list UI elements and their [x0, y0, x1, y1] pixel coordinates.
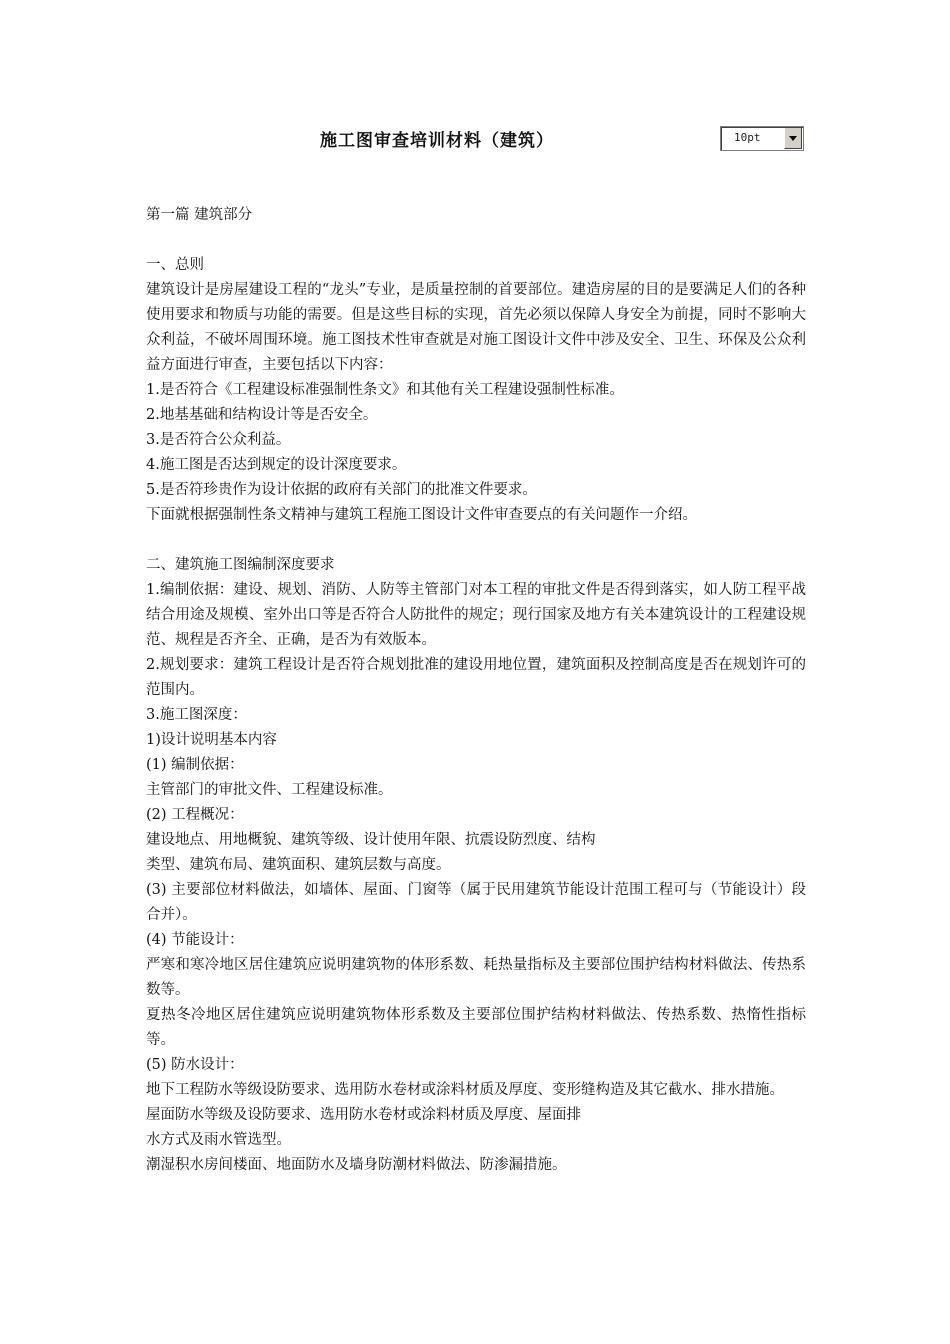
paragraph: (2) 工程概况： — [146, 807, 244, 823]
paragraph: 严寒和寒冷地区居住建筑应说明建筑物的体形系数、耗热量指标及主要部位围护结构材料做法、传热系数等。 — [146, 957, 806, 998]
list-item: 3.是否符合公众利益。 — [146, 432, 291, 448]
paragraph: 类型、建筑布局、建筑面积、建筑层数与高度。 — [146, 857, 451, 873]
paragraph: 地下工程防水等级设防要求、选用防水卷材或涂料材质及厚度、变形缝构造及其它截水、排水措施。 — [146, 1082, 784, 1098]
document-title: 施工图审查培训材料（建筑） — [320, 131, 554, 151]
list-item: 1.是否符合《工程建设标准强制性条文》和其他有关工程建设强制性标准。 — [146, 382, 624, 398]
paragraph: 主管部门的审批文件、工程建设标准。 — [146, 782, 393, 798]
paragraph: 水方式及雨水管选型。 — [146, 1132, 291, 1148]
part-heading: 第一篇 建筑部分 — [146, 207, 253, 223]
paragraph: 夏热冬冷地区居住建筑应说明建筑物体形系数及主要部位围护结构材料做法、传热系数、热惰性指标等。 — [146, 1007, 806, 1048]
paragraph: 1.编制依据：建设、规划、消防、人防等主管部门对本工程的审批文件是否得到落实，如人防工程平战结合用途及规模、室外出口等是否符合人防批件的规定；现行国家及地方有关本建筑设计的工程建设规范、规程是否齐全、正确，是否为有效版本。 — [146, 582, 806, 648]
font-size-value: 10pt — [734, 131, 761, 144]
document-body — [146, 203, 806, 1178]
paragraph: (3) 主要部位材料做法，如墙体、屋面、门窗等（属于民用建筑节能设计范围工程可与（节能设计）段合并）。 — [146, 882, 806, 923]
paragraph: (1) 编制依据： — [146, 757, 244, 773]
paragraph: 3.施工图深度： — [146, 707, 247, 723]
list-item: 5.是否符珍贵作为设计依据的政府有关部门的批准文件要求。 — [146, 482, 537, 498]
section-heading: 二、建筑施工图编制深度要求 — [146, 557, 335, 573]
paragraph: (5) 防水设计： — [146, 1057, 244, 1073]
paragraph: 屋面防水等级及设防要求、选用防水卷材或涂料材质及厚度、屋面排 — [146, 1107, 581, 1123]
paragraph: 下面就根据强制性条文精神与建筑工程施工图设计文件审查要点的有关问题作一介绍。 — [146, 507, 697, 523]
chevron-down-icon[interactable] — [784, 128, 802, 149]
paragraph: 潮湿积水房间楼面、地面防水及墙身防潮材料做法、防渗漏措施。 — [146, 1157, 567, 1173]
list-item: 4.施工图是否达到规定的设计深度要求。 — [146, 457, 407, 473]
paragraph: 建筑设计是房屋建设工程的“龙头”专业，是质量控制的首要部位。建造房屋的目的是要满足人们的各种使用要求和物质与功能的需要。但是这些目标的实现，首先必须以保障人身安全为前提，同时不影响大众利益，不破坏周围环境。施工图技术性审查就是对施工图设计文件中涉及安全、卫生、环保及公众利益方面进行审查，主要包括以下内容： — [146, 282, 806, 373]
spacer — [146, 528, 806, 553]
font-size-select[interactable] — [720, 126, 804, 151]
paragraph: 建设地点、用地概貌、建筑等级、设计使用年限、抗震设防烈度、结构 — [146, 832, 596, 848]
list-item: 2.地基基础和结构设计等是否安全。 — [146, 407, 378, 423]
paragraph: (4) 节能设计： — [146, 932, 244, 948]
paragraph: 2.规划要求：建筑工程设计是否符合规划批准的建设用地位置，建筑面积及控制高度是否在规划许可的范围内。 — [146, 657, 806, 698]
section-heading: 一、总则 — [146, 257, 204, 273]
paragraph: 1)设计说明基本内容 — [146, 732, 277, 748]
